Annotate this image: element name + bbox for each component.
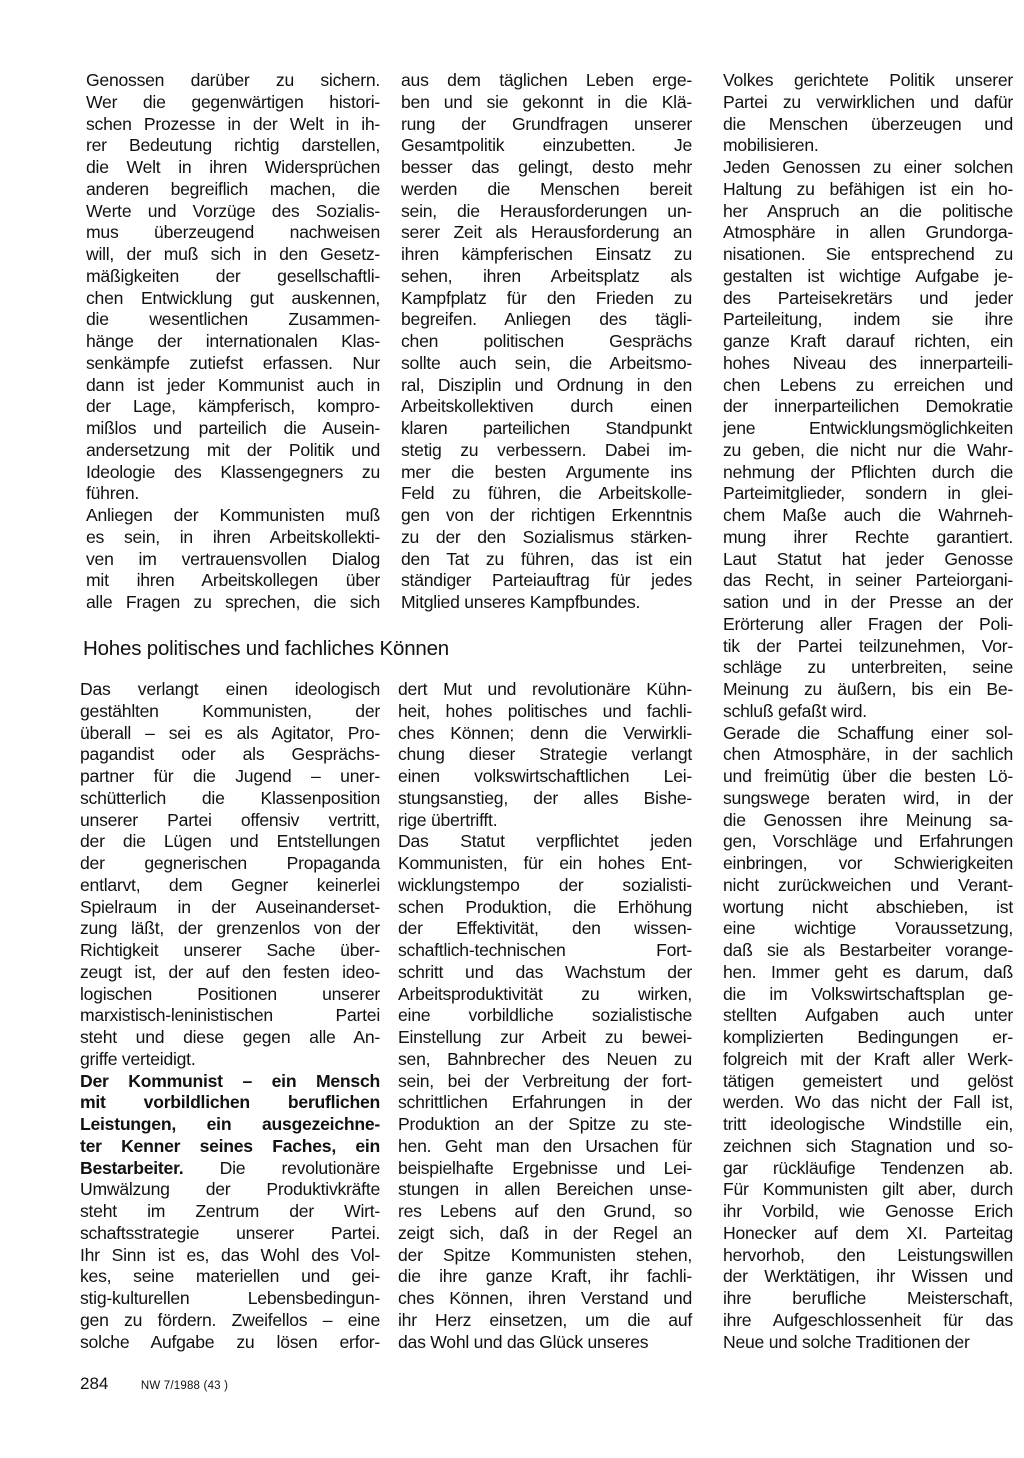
text-line: marxistisch-leninistischen Partei <box>80 1005 380 1026</box>
text-line: Kommunisten, für ein hohes Ent- <box>398 853 692 873</box>
text-line: Genossen darüber zu sichern. <box>86 70 380 90</box>
text-line: hänge der internationalen Klas- <box>86 331 380 351</box>
text-line: ches Können, ihren Verstand und <box>398 1288 692 1308</box>
text-line: ter Kenner seines Faches, ein <box>80 1135 380 1156</box>
text-line: zeigt sich, daß in der Regel an <box>398 1222 692 1243</box>
text-line: besser das gelingt, desto mehr <box>401 157 692 177</box>
text-line: heit, hohes politisches und fachli- <box>398 700 692 721</box>
text-line: stellten Aufgaben auch unter <box>723 1005 1013 1026</box>
text-line: schen Prozesse in der Welt in ih- <box>86 113 380 134</box>
text-line: hervorhob, den Leistungswillen <box>723 1244 1013 1265</box>
text-line: wortung nicht abschieben, ist <box>723 896 1013 917</box>
text-line: sein, bei der Verbreitung der fort- <box>398 1070 692 1091</box>
text-line: sen, Bahnbrecher des Neuen zu <box>398 1048 692 1069</box>
text-line: ihre berufliche Meisterschaft, <box>723 1288 1013 1308</box>
text-line: nehmung der Pflichten durch die <box>723 461 1013 482</box>
text-line: rer Bedeutung richtig darstellen, <box>86 135 380 156</box>
text-line: solche Aufgabe zu lösen erfor- <box>80 1331 380 1352</box>
text-line: zeichnen sich Stagnation und so- <box>723 1135 1013 1156</box>
text-line: schaftsstrategie unserer Partei. <box>80 1222 380 1243</box>
text-line: dert Mut und revolutionäre Kühn- <box>398 679 692 699</box>
text-line: Für Kommunisten gilt aber, durch <box>723 1179 1013 1200</box>
text-line: tätigen gemeistert und gelöst <box>723 1070 1013 1091</box>
text-line: sehen, ihren Arbeitsplatz als <box>401 265 692 286</box>
page-footer <box>80 1374 228 1394</box>
text-line: eine wichtige Voraussetzung, <box>723 918 1013 939</box>
text-line: will, der muß sich in den Gesetz- <box>86 244 380 264</box>
text-line: entlarvt, dem Gegner keinerlei <box>80 874 380 895</box>
text-line: chung dieser Strategie verlangt <box>398 744 692 765</box>
text-line: die Menschen überzeugen und <box>723 113 1013 134</box>
text-line: stetig zu verbessern. Dabei im- <box>401 439 692 460</box>
text-line: res Lebens auf den Grund, so <box>398 1201 692 1221</box>
text-line: Ideologie des Klassengegners zu <box>86 461 380 482</box>
text-line: zung läßt, der grenzenlos von der <box>80 918 380 939</box>
text-line: alle Fragen zu sprechen, die sich <box>86 592 380 612</box>
text-line: werden. Wo das nicht der Fall ist, <box>723 1092 1013 1113</box>
text-line: überall – sei es als Agitator, Pro- <box>80 722 380 743</box>
text-line: begreifen. Anliegen des tägli- <box>401 309 692 330</box>
text-line: mit ihren Arbeitskollegen über <box>86 570 380 591</box>
text-line: dann ist jeder Kommunist auch in <box>86 374 380 395</box>
text-line: Kampfplatz für den Frieden zu <box>401 287 692 308</box>
text-line: chen Lebens zu erreichen und <box>723 374 1013 395</box>
text-line: Werte und Vorzüge des Sozialis- <box>86 200 380 221</box>
text-line: eine vorbildliche sozialistische <box>398 1005 692 1026</box>
text-line: des Parteisekretärs und jeder <box>723 287 1013 308</box>
text-line: führen. <box>86 483 140 504</box>
text-line: hen. Immer geht es darum, daß <box>723 961 1013 982</box>
text-line: daß sie als Bestarbeiter vorange- <box>723 940 1013 960</box>
text-line: ben und sie gekonnt in die Klä- <box>401 91 692 112</box>
section-heading: Hohes politisches und fachliches Können <box>83 637 449 660</box>
text-line: Jeden Genossen zu einer solchen <box>723 157 1013 177</box>
text-line: stungen in allen Bereichen unse- <box>398 1179 692 1200</box>
text-line: schritt und das Wachstum der <box>398 961 692 982</box>
text-line: Wer die gegenwärtigen histori- <box>86 91 380 112</box>
text-line: rige übertrifft. <box>398 809 498 830</box>
text-line: andersetzung mit der Politik und <box>86 439 380 460</box>
text-line: logischen Positionen unserer <box>80 983 380 1004</box>
text-line: stig-kulturellen Lebensbedingun- <box>80 1288 380 1308</box>
text-line: Parteimitglieder, sondern in glei- <box>723 483 1013 504</box>
text-line: beispielhafte Ergebnisse und Lei- <box>398 1157 692 1178</box>
text-line: ral, Disziplin und Ordnung in den <box>401 374 692 395</box>
text-line: gestählten Kommunisten, der <box>80 700 380 721</box>
text-line: nicht zurückweichen und Verant- <box>723 874 1013 895</box>
text-line: schen Produktion, die Erhöhung <box>398 896 692 917</box>
text-line: ven im vertrauensvollen Dialog <box>86 548 380 569</box>
text-line: nisationen. Sie entsprechend zu <box>723 244 1013 264</box>
text-line: gen zu fördern. Zweifellos – eine <box>80 1309 380 1330</box>
text-line: chem Maße auch die Wahrneh- <box>723 505 1013 525</box>
text-line: sungswege beraten wird, in der <box>723 787 1013 808</box>
text-line: schrittlichen Erfahrungen in der <box>398 1092 692 1113</box>
text-line: schluß gefaßt wird. <box>723 700 867 721</box>
text-line: die Genossen ihre Meinung sa- <box>723 809 1013 830</box>
text-line: Atmosphäre in allen Grundorga- <box>723 222 1013 243</box>
text-line: wicklungstempo der sozialisti- <box>398 874 692 895</box>
text-line: anderen begreiflich machen, die <box>86 178 380 199</box>
text-line: schaftlich-technischen Fort- <box>398 940 692 960</box>
text-line: der Werktätigen, ihr Wissen und <box>723 1266 1013 1287</box>
text-line: Haltung zu befähigen ist ein ho- <box>723 178 1013 199</box>
text-line: Ihr Sinn ist es, das Wohl des Vol- <box>80 1244 380 1265</box>
text-line: den Tat zu führen, das ist ein <box>401 548 692 569</box>
text-line: Richtigkeit unserer Sache über- <box>80 940 380 960</box>
text-line: schläge zu unterbreiten, seine <box>723 657 1013 678</box>
text-line: Laut Statut hat jeder Genosse <box>723 548 1013 569</box>
text-line: pagandist oder als Gesprächs- <box>80 744 380 765</box>
text-line: folgreich mit der Kraft aller Werk- <box>723 1048 1013 1069</box>
text-line: Parteileitung, indem sie ihre <box>723 309 1013 330</box>
text-line: gen, Vorschläge und Erfahrungen <box>723 831 1013 852</box>
text-line: Meinung zu äußern, bis ein Be- <box>723 679 1013 699</box>
text-line: hen. Geht man den Ursachen für <box>398 1135 692 1156</box>
text-line: es sein, in ihren Arbeitskollekti- <box>86 526 380 547</box>
text-line: steht und diese gegen alle An- <box>80 1027 380 1047</box>
text-line: Gesamtpolitik einzubetten. Je <box>401 135 692 156</box>
text-line: serer Zeit als Herausforderung an <box>401 222 692 243</box>
text-line: gestalten ist wichtige Aufgabe je- <box>723 265 1013 286</box>
text-line: chen Entwicklung gut auskennen, <box>86 287 380 308</box>
text-line: Partei zu verwirklichen und dafür <box>723 91 1013 112</box>
text-line: werden die Menschen bereit <box>401 178 692 199</box>
text-line: ches Können; denn die Verwirkli- <box>398 722 692 743</box>
text-line: ihr Vorbild, wie Genosse Erich <box>723 1201 1013 1221</box>
text-line: der gegnerischen Propaganda <box>80 853 380 873</box>
text-line: Anliegen der Kommunisten muß <box>86 505 380 525</box>
text-line: der Lage, kämpferisch, kompro- <box>86 396 380 417</box>
text-line: gar rückläufige Tendenzen ab. <box>723 1157 1013 1178</box>
text-line: chen politischen Gesprächs <box>401 331 692 351</box>
text-line: Neue und solche Traditionen der <box>723 1331 970 1352</box>
text-line: her Anspruch an die politische <box>723 200 1013 221</box>
text-line: die im Volkswirtschaftsplan ge- <box>723 983 1013 1004</box>
text-line: der Effektivität, den wissen- <box>398 918 692 939</box>
text-line: gen von der richtigen Erkenntnis <box>401 505 692 525</box>
text-line: Arbeitsproduktivität zu wirken, <box>398 983 692 1004</box>
issue-reference: NW 7/1988 (43 ) <box>140 1380 229 1392</box>
text-line: die Welt in ihren Widersprüchen <box>86 157 380 177</box>
text-line: mit vorbildlichen beruflichen <box>80 1092 380 1113</box>
text-line: Gerade die Schaffung einer sol- <box>723 722 1013 743</box>
text-line: und freimütig über die besten Lö- <box>723 766 1013 786</box>
text-line: sollte auch sein, die Arbeitsmo- <box>401 352 692 373</box>
text-line: kes, seine materiellen und gei- <box>80 1266 380 1287</box>
text-run: Die revolutionäre <box>183 1157 380 1178</box>
text-line: tritt ideologische Windstille ein, <box>723 1114 1013 1134</box>
text-line <box>80 1158 380 1180</box>
text-line: mer die besten Argumente ins <box>401 461 692 482</box>
text-line: Einstellung zur Arbeit zu bewei- <box>398 1027 692 1047</box>
column-3 <box>723 70 1013 1353</box>
text-line: Das Statut verpflichtet jeden <box>398 831 692 852</box>
column-2-bottom <box>398 679 692 1353</box>
text-line: Mitglied unseres Kampfbundes. <box>401 592 641 612</box>
text-line: chen Atmosphäre, in der sachlich <box>723 744 1013 765</box>
text-line: komplizierten Bedingungen er- <box>723 1027 1013 1047</box>
text-line: unserer Partei offensiv vertritt, <box>80 809 380 830</box>
text-line: Der Kommunist – ein Mensch <box>80 1070 380 1091</box>
column-2-top <box>401 70 692 614</box>
text-line: der die Lügen und Entstellungen <box>80 831 380 852</box>
text-line: sation und in der Presse an der <box>723 592 1013 612</box>
text-line: jene Entwicklungsmöglichkeiten <box>723 418 1013 438</box>
text-line: steht im Zentrum der Wirt- <box>80 1201 380 1221</box>
text-line: tik der Partei teilzunehmen, Vor- <box>723 635 1013 656</box>
text-line: Leistungen, ein ausgezeichne- <box>80 1114 380 1134</box>
text-line: zu der den Sozialismus stärken- <box>401 526 692 547</box>
text-line: Umwälzung der Produktivkräfte <box>80 1179 380 1200</box>
text-line: einen volkswirtschaftlichen Lei- <box>398 766 692 786</box>
page-number: 284 <box>80 1374 109 1393</box>
text-line: mißlos und parteilich die Ausein- <box>86 418 380 438</box>
text-line: Produktion an der Spitze zu ste- <box>398 1114 692 1134</box>
text-line: mung ihrer Rechte garantiert. <box>723 526 1013 547</box>
text-line: klaren parteilichen Standpunkt <box>401 418 692 438</box>
text-line: Feld zu führen, die Arbeitskolle- <box>401 483 692 504</box>
text-line: die ihre ganze Kraft, ihr fachli- <box>398 1266 692 1287</box>
text-line: Spielraum in der Auseinanderset- <box>80 896 380 917</box>
text-line: stungsanstieg, der alles Bishe- <box>398 787 692 808</box>
text-line: sein, die Herausforderungen un- <box>401 200 692 221</box>
column-1-top <box>86 70 380 614</box>
text-line: mus überzeugend nachweisen <box>86 222 380 243</box>
text-line: Volkes gerichtete Politik unserer <box>723 70 1013 90</box>
text-line: Das verlangt einen ideologisch <box>80 679 380 699</box>
text-line: Arbeitskollektiven durch einen <box>401 396 692 417</box>
text-line: der Spitze Kommunisten stehen, <box>398 1244 692 1265</box>
text-line: partner für die Jugend – uner- <box>80 766 380 786</box>
text-line: das Wohl und das Glück unseres <box>398 1331 649 1352</box>
text-line: Honecker auf dem XI. Parteitag <box>723 1222 1013 1243</box>
text-line: ganze Kraft darauf richten, ein <box>723 331 1013 351</box>
text-line: rung der Grundfragen unserer <box>401 113 692 134</box>
text-line: zeugt ist, der auf den festen ideo- <box>80 961 380 982</box>
text-line: senkämpfe zutiefst erfassen. Nur <box>86 352 380 373</box>
text-line: zu geben, die nicht nur die Wahr- <box>723 439 1013 460</box>
text-line: einbringen, vor Schwierigkeiten <box>723 853 1013 873</box>
text-line: aus dem täglichen Leben erge- <box>401 70 692 90</box>
text-line: mäßigkeiten der gesellschaftli- <box>86 265 380 286</box>
text-line: ihre Aufgeschlossenheit für das <box>723 1309 1013 1330</box>
text-line: der innerparteilichen Demokratie <box>723 396 1013 417</box>
text-line: schütterlich die Klassenposition <box>80 787 380 808</box>
bold-text: Bestarbeiter. <box>80 1157 184 1178</box>
text-line: ihren kämpferischen Einsatz zu <box>401 244 692 264</box>
text-line: hohes Niveau des innerparteili- <box>723 352 1013 373</box>
text-line: ihr Herz einsetzen, um die auf <box>398 1309 692 1330</box>
text-line: Erörterung aller Fragen der Poli- <box>723 613 1013 634</box>
text-line: griffe verteidigt. <box>80 1048 196 1069</box>
text-line: ständiger Parteiauftrag für jedes <box>401 570 692 591</box>
column-1-bottom <box>80 679 380 1353</box>
text-line: das Recht, in seiner Parteiorgani- <box>723 570 1013 591</box>
text-line: mobilisieren. <box>723 135 819 156</box>
text-line: die wesentlichen Zusammen- <box>86 309 380 330</box>
